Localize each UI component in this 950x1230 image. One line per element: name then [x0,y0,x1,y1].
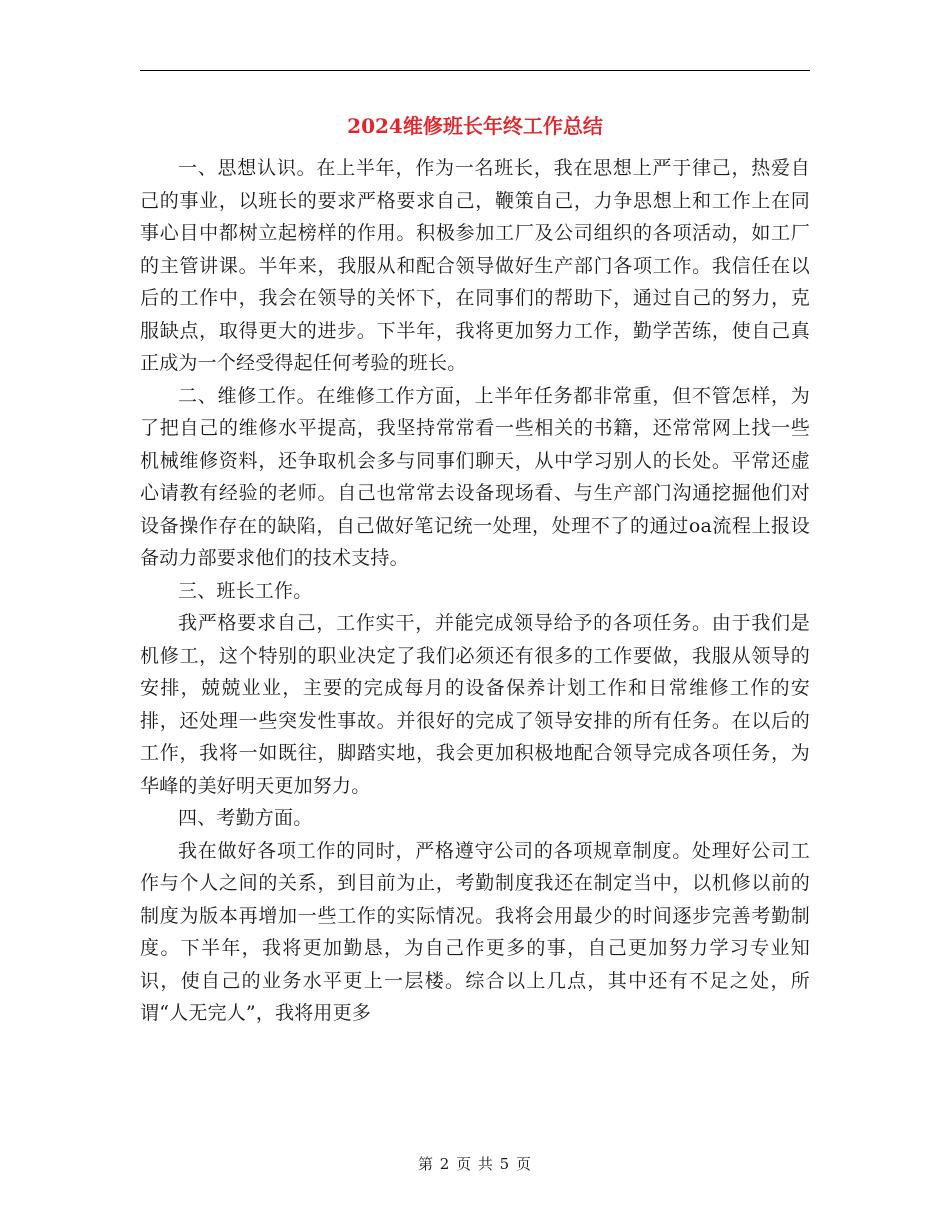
paragraph-thinking: 一、思想认识。在上半年，作为一名班长，我在思想上严于律己，热爱自己的事业，以班长的要求严格要求自己，鞭策自己，力争思想上和工作上在同事心目中都树立起榜样的作用。积极参加工厂及公司组织的各项活动，如工厂的主管讲课。半年来，我服从和配合领导做好生产部门各项工作。我信任在以后的工作中，我会在领导的关怀下，在同事们的帮助下，通过自己的努力，克服缺点，取得更大的进步。下半年，我将更加努力工作，勤学苦练，使自己真正成为一个经受得起任何考验的班长。 [140,157,810,374]
document-body [140,152,810,1030]
document-title: 2024维修班长年终工作总结 [347,114,603,138]
heading-team-leader: 三、班长工作。 [178,579,313,602]
page-number-footer: 第 2 页 共 5 页 [418,1155,532,1173]
paragraph-attendance: 我在做好各项工作的同时，严格遵守公司的各项规章制度。处理好公司工作与个人之间的关系，到目前为止，考勤制度我还在制定当中，以机修以前的制度为版本再增加一些工作的实际情况。我将会用最少的时间逐步完善考勤制度。下半年，我将更加勤恳，为自己作更多的事，自己更加努力学习专业知识，使自己的业务水平更上一层楼。综合以上几点，其中还有不足之处，所谓“人无完人”，我将用更多 [140,839,810,1024]
header-rule [140,70,810,71]
paragraph-maintenance: 二、维修工作。在维修工作方面，上半年任务都非常重，但不管怎样，为了把自己的维修水平提高，我坚持常常看一些相关的书籍，还常常网上找一些机械维修资料，还争取机会多与同事们聊天，从中学习别人的长处。平常还虚心请教有经验的老师。自己也常常去设备现场看、与生产部门沟通挖掘他们对设备操作存在的缺陷，自己做好笔记统一处理，处理不了的通过oa流程上报设备动力部要求他们的技术支持。 [140,384,810,569]
paragraph-team-leader: 我严格要求自己，工作实干，并能完成领导给予的各项任务。由于我们是机修工，这个特别的职业决定了我们必须还有很多的工作要做，我服从领导的安排，兢兢业业，主要的完成每月的设备保养计划工作和日常维修工作的安排，还处理一些突发性事故。并很好的完成了领导安排的所有任务。在以后的工作，我将一如既往，脚踏实地，我会更加积极地配合领导完成各项任务，为华峰的美好明天更加努力。 [140,612,810,797]
heading-attendance: 四、考勤方面。 [178,807,313,829]
